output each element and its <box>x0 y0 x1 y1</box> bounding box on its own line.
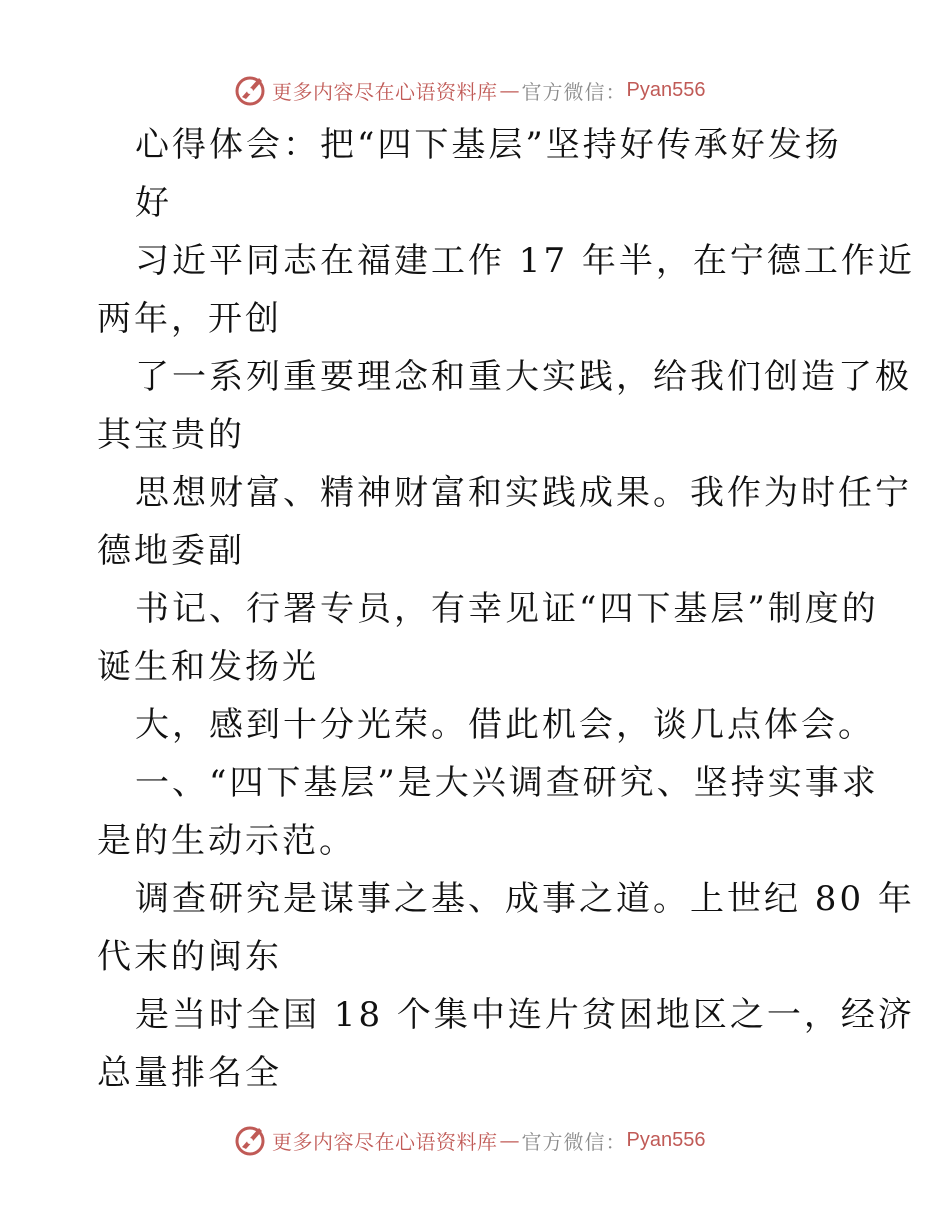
text-line: 思想财富、精神财富和实践成果。我作为时任宁 <box>135 473 912 513</box>
header-watermark-banner <box>232 70 705 110</box>
text-line: 代末的闽东 <box>97 937 282 977</box>
banner-separator: — <box>499 1128 520 1152</box>
wechat-id: Pyan556 <box>626 78 706 101</box>
banner-separator: — <box>499 78 520 102</box>
text-line: 总量排名全 <box>97 1053 282 1093</box>
document-body <box>97 116 915 1102</box>
library-name: 更多内容尽在心语资料库 <box>272 1129 498 1154</box>
text-line: 其宝贵的 <box>97 415 245 455</box>
wechat-label: 官方微信： <box>521 1129 627 1154</box>
text-line: 习近平同志在福建工作 17 年半，在宁德工作近 <box>135 241 915 281</box>
text-line: 诞生和发扬光 <box>97 647 319 687</box>
wechat-id: Pyan556 <box>626 1128 706 1151</box>
text-line: 是当时全国 18 个集中连片贫困地区之一，经济 <box>135 995 915 1035</box>
text-line: 了一系列重要理念和重大实践，给我们创造了极 <box>135 357 912 397</box>
text-line: 两年，开创 <box>97 299 282 339</box>
text-line: 是的生动示范。 <box>97 821 356 861</box>
text-line: 调查研究是谋事之基、成事之道。上世纪 80 年 <box>135 879 915 919</box>
quill-circle-logo-icon <box>232 72 268 108</box>
wechat-label: 官方微信： <box>521 79 627 104</box>
text-line: 一、“四下基层”是大兴调查研究、坚持实事求 <box>135 763 879 803</box>
text-line: 好 <box>135 183 172 223</box>
text-line: 书记、行署专员，有幸见证“四下基层”制度的 <box>135 589 879 629</box>
text-line: 大，感到十分光荣。借此机会，谈几点体会。 <box>135 705 875 745</box>
text-line: 德地委副 <box>97 531 245 571</box>
library-name: 更多内容尽在心语资料库 <box>272 79 498 104</box>
quill-circle-logo-icon <box>232 1122 268 1158</box>
text-line: 心得体会：把“四下基层”坚持好传承好发扬 <box>135 125 842 165</box>
footer-watermark-banner <box>232 1120 705 1160</box>
